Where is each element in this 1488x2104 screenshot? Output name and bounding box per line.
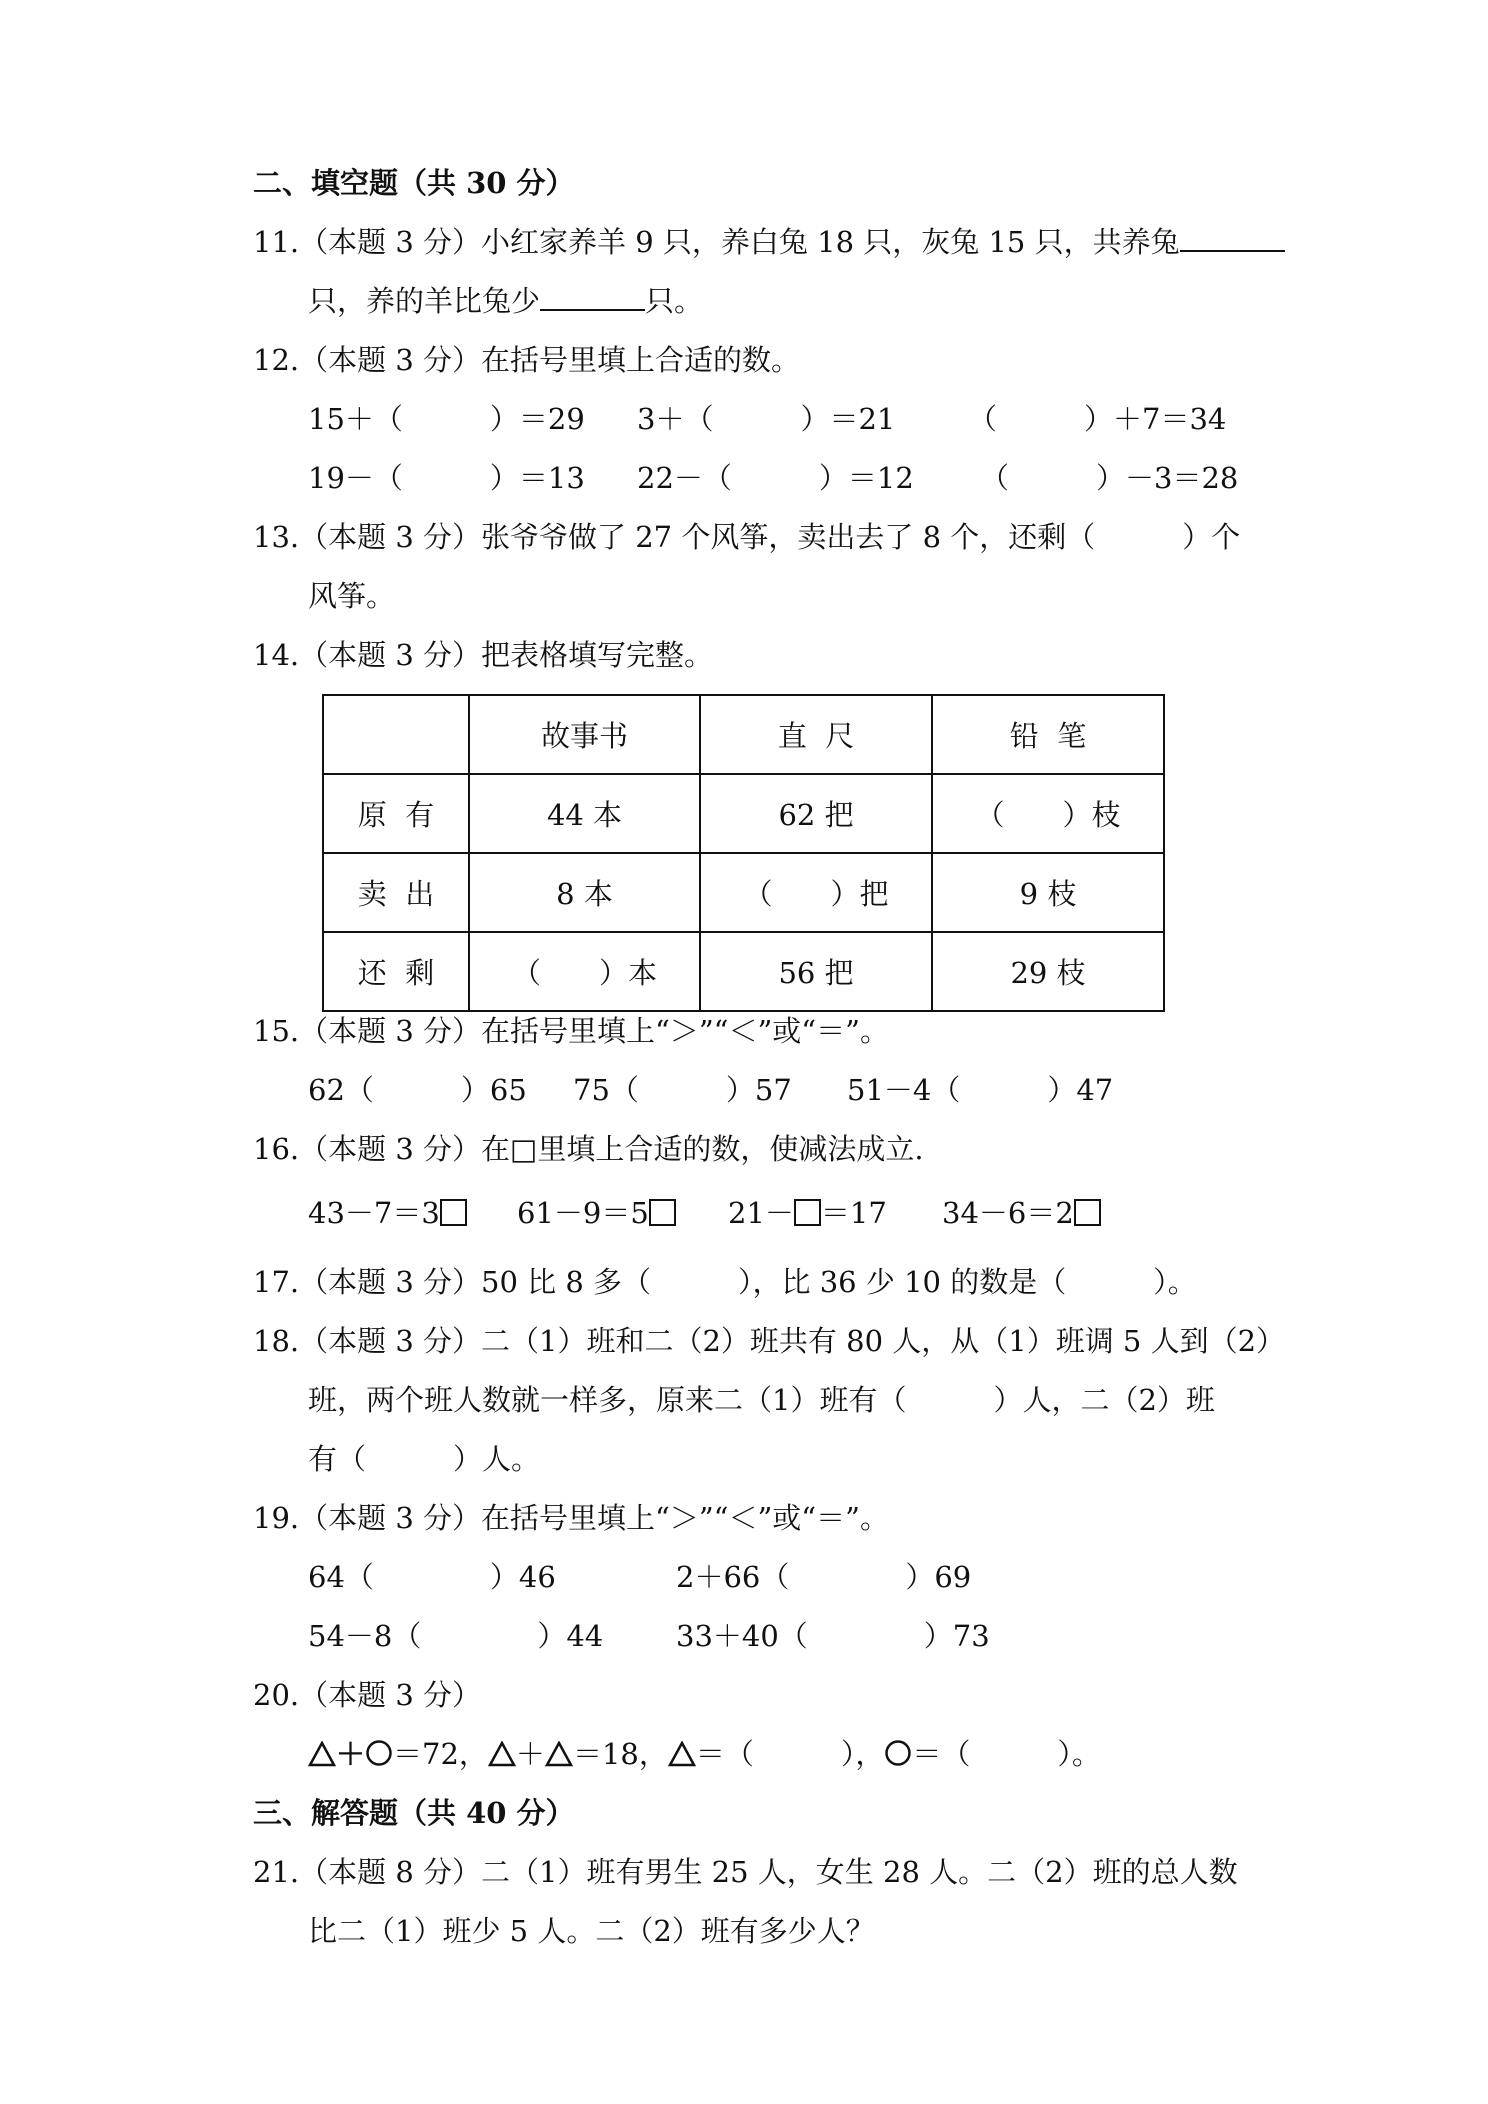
- question-13-line1: 13.（本题 3 分）张爷爷做了 27 个风筝，卖出去了 8 个，还剩（ ）个: [253, 520, 1241, 554]
- subtraction-text: 43－7＝3: [308, 1196, 440, 1230]
- subtraction-item: [728, 1193, 887, 1233]
- answer-box[interactable]: [794, 1199, 821, 1226]
- table-header-cell: 直 尺: [700, 695, 932, 774]
- table-cell: 原 有: [323, 774, 469, 853]
- subtraction-text: ＝17: [820, 1196, 887, 1230]
- table-cell-answer[interactable]: （ ）把: [700, 853, 932, 932]
- answer-box[interactable]: [649, 1199, 676, 1226]
- table-cell: 卖 出: [323, 853, 469, 932]
- answer-box[interactable]: [1074, 1199, 1101, 1226]
- triangle-icon: [488, 1741, 516, 1767]
- table-cell-answer[interactable]: （ ）本: [469, 932, 700, 1011]
- subtraction-text: 61－9＝5: [517, 1196, 649, 1230]
- equation-item: 22－（ ）＝12: [637, 461, 914, 495]
- table-cell: 56 把: [700, 932, 932, 1011]
- table-row: [323, 853, 1164, 932]
- section-title-fill-in: 二、填空题（共 30 分）: [253, 166, 575, 200]
- question-11-line1: [253, 222, 1285, 262]
- table-header-cell: 故事书: [469, 695, 700, 774]
- equation-item: 19－（ ）＝13: [308, 461, 585, 495]
- subtraction-text: 34－6＝2: [942, 1196, 1074, 1230]
- table-cell: 62 把: [700, 774, 932, 853]
- table-row: [323, 932, 1164, 1011]
- question-11-line2: [308, 281, 703, 321]
- question-15-stem: 15.（本题 3 分）在括号里填上“＞”“＜”或“＝”。: [253, 1014, 889, 1048]
- question-11-text-2a: 只，养的羊比兔少: [308, 284, 541, 318]
- equation-text: ＝（ ）。: [912, 1737, 1101, 1771]
- answer-blank[interactable]: [540, 285, 645, 311]
- table-cell: 还 剩: [323, 932, 469, 1011]
- table-cell: 9 枝: [932, 853, 1164, 932]
- question-19-stem: 19.（本题 3 分）在括号里填上“＞”“＜”或“＝”。: [253, 1501, 889, 1535]
- equation-text: ＝18，: [572, 1737, 668, 1771]
- table-row: [323, 774, 1164, 853]
- equation-item: （ ）－3＝28: [980, 461, 1239, 495]
- answer-blank[interactable]: [1180, 226, 1285, 252]
- circle-icon: [365, 1739, 393, 1767]
- question-20-stem: 20.（本题 3 分）: [253, 1678, 482, 1712]
- question-20-equations: [308, 1734, 1101, 1774]
- question-11-text: 11.（本题 3 分）小红家养羊 9 只，养白兔 18 只，灰兔 15 只，共养兔: [253, 225, 1180, 259]
- equation-item: 15＋（ ）＝29: [308, 402, 585, 436]
- triangle-icon: [545, 1741, 573, 1767]
- compare-item: 51－4（ ）47: [847, 1073, 1114, 1107]
- compare-item: 2＋66（ ）69: [676, 1560, 972, 1594]
- table-cell: 44 本: [469, 774, 700, 853]
- question-13-line2: 风筝。: [308, 579, 396, 613]
- question-18-line1: 18.（本题 3 分）二（1）班和二（2）班共有 80 人，从（1）班调 5 人到（2）: [253, 1324, 1286, 1358]
- subtraction-item: [308, 1193, 467, 1233]
- question-16-stem: 16.（本题 3 分）在□里填上合适的数，使减法成立.: [253, 1132, 924, 1166]
- subtraction-item: [942, 1193, 1101, 1233]
- compare-item: 64（ ）46: [308, 1560, 556, 1594]
- question-18-line2: 班，两个班人数就一样多，原来二（1）班有（ ）人，二（2）班: [308, 1383, 1215, 1417]
- question-12-stem: 12.（本题 3 分）在括号里填上合适的数。: [253, 343, 801, 377]
- triangle-icon: [668, 1741, 696, 1767]
- table-cell-answer[interactable]: （ ）枝: [932, 774, 1164, 853]
- question-17-line: 17.（本题 3 分）50 比 8 多（ ），比 36 少 10 的数是（ ）。: [253, 1265, 1197, 1299]
- compare-item: 33＋40（ ）73: [676, 1619, 990, 1653]
- subtraction-item: [517, 1193, 676, 1233]
- triangle-icon: [308, 1741, 336, 1767]
- question-11-text-2b: 只。: [645, 284, 704, 318]
- equation-item: 3＋（ ）＝21: [637, 402, 896, 436]
- question-14-stem: 14.（本题 3 分）把表格填写完整。: [253, 638, 714, 672]
- subtraction-text: 21－: [728, 1196, 794, 1230]
- fill-in-table: [322, 694, 1165, 1012]
- answer-box[interactable]: [440, 1199, 467, 1226]
- section-title-answer: 三、解答题（共 40 分）: [253, 1796, 575, 1830]
- table-header-cell: [323, 695, 469, 774]
- circle-icon: [884, 1739, 912, 1767]
- question-21-line1: 21.（本题 8 分）二（1）班有男生 25 人，女生 28 人。二（2）班的总人数: [253, 1855, 1238, 1889]
- compare-item: 62（ ）65: [308, 1073, 527, 1107]
- equation-text: ＝（ ），: [695, 1737, 885, 1771]
- table-header-cell: 铅 笔: [932, 695, 1164, 774]
- question-18-line3: 有（ ）人。: [308, 1442, 541, 1476]
- table-cell: 8 本: [469, 853, 700, 932]
- table-cell: 29 枝: [932, 932, 1164, 1011]
- compare-item: 75（ ）57: [573, 1073, 792, 1107]
- equation-item: （ ）＋7＝34: [968, 402, 1227, 436]
- compare-item: 54－8（ ）44: [308, 1619, 604, 1653]
- table-header-row: [323, 695, 1164, 774]
- plus-sign: ＋: [336, 1737, 366, 1771]
- plus-sign: ＋: [515, 1737, 545, 1771]
- question-21-line2: 比二（1）班少 5 人。二（2）班有多少人？: [308, 1914, 875, 1948]
- equation-text: ＝72，: [393, 1737, 488, 1771]
